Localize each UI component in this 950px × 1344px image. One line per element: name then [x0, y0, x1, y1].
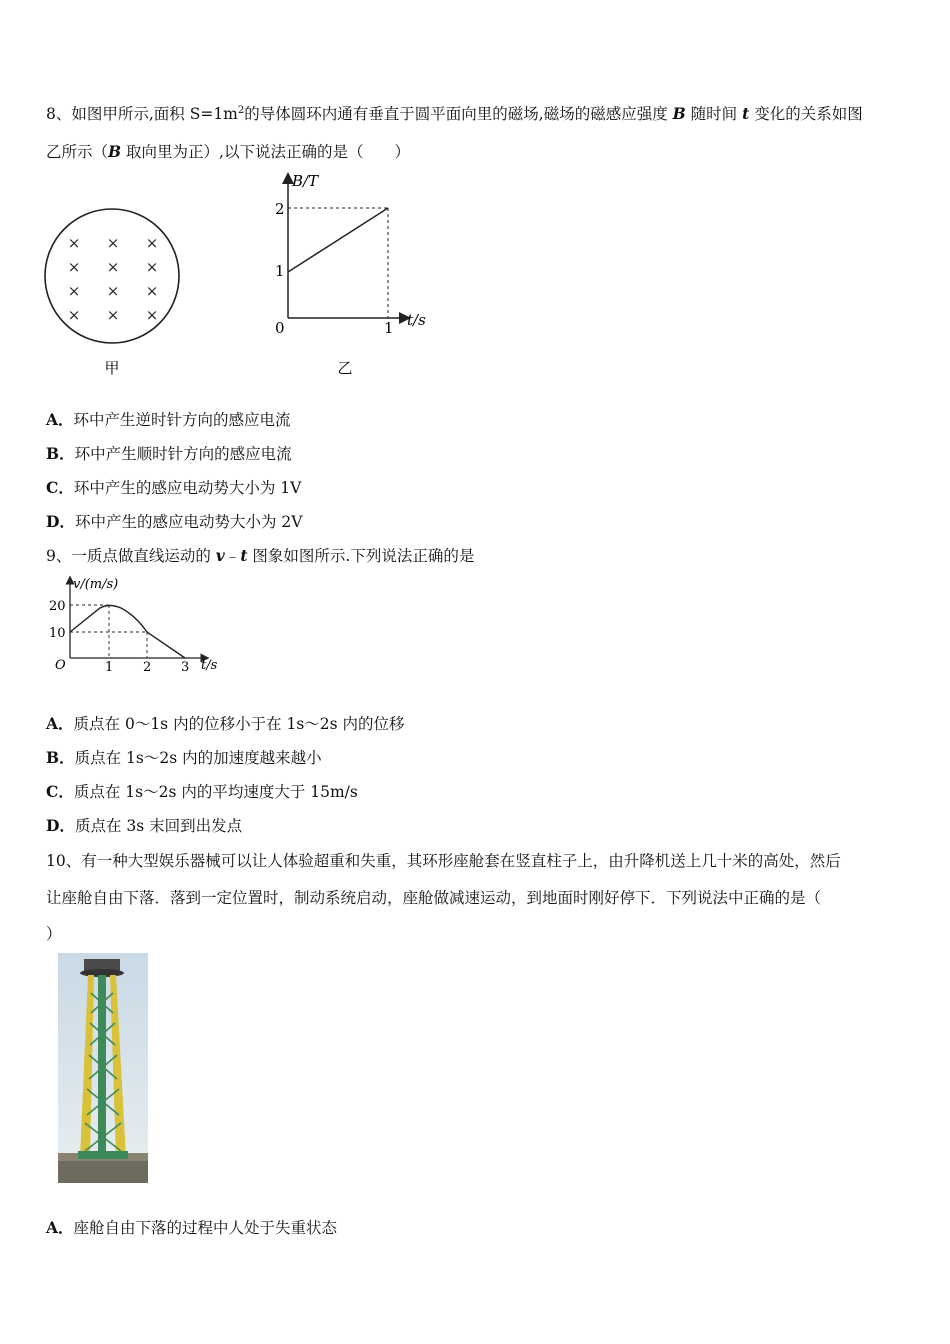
v-t-curve	[70, 606, 185, 659]
option-text: 质点在 3s 末回到出发点	[74, 817, 243, 835]
q8-stem-part: 随时间	[685, 105, 743, 123]
cross-mark: ×	[145, 258, 159, 276]
tower-photo	[58, 953, 148, 1183]
option-text: 环中产生的感应电动势大小为 1V	[73, 479, 302, 497]
option-text: 环中产生顺时针方向的感应电流	[74, 445, 292, 463]
q8-figure-b	[265, 168, 440, 382]
option-text: 环中产生逆时针方向的感应电流	[73, 411, 291, 429]
cross-mark: ×	[145, 234, 159, 252]
x-axis-label: t/s	[407, 311, 426, 329]
q8-stem-part: 乙所示（	[46, 143, 109, 161]
figure-b-caption: 乙	[337, 359, 353, 377]
cross-mark: ×	[106, 282, 120, 300]
q9-stem-part: 9、一质点做直线运动的	[46, 547, 216, 565]
cross-mark: ×	[145, 306, 159, 324]
ground	[58, 1158, 148, 1183]
option-text: 座舱自由下落的过程中人处于失重状态	[73, 1219, 338, 1237]
x-axis-label: t/s	[201, 658, 218, 673]
b-t-line	[288, 208, 388, 272]
q8-stem-part: 取向里为正）,以下说法正确的是（ ）	[121, 143, 410, 161]
q10-stem-line1: 10、有一种大型娱乐器械可以让人体验超重和失重，其环形座舱套在竖直柱子上，由升降机送上几十米的高处，然后	[46, 852, 841, 870]
q9-option-d[interactable]	[46, 814, 242, 836]
option-key: C．	[46, 782, 74, 801]
q9-var-t: t	[240, 546, 248, 565]
q9-stem-part: 图象如图所示.下列说法正确的是	[247, 547, 475, 565]
q10-stem-line2: 让座舱自由下落．落到一定位置时，制动系统启动，座舱做减速运动，到地面时刚好停下．下列说法中正确的是（	[46, 889, 822, 907]
cross-mark: ×	[67, 282, 81, 300]
q9-var-v: v	[215, 546, 225, 565]
y-tick-20: 20	[49, 599, 66, 614]
q8-stem-part: 的导体圆环内通有垂直于圆平面向里的磁场,磁场的磁感应强度	[244, 105, 673, 123]
cross-mark: ×	[67, 234, 81, 252]
q8-exponent: 2	[237, 104, 245, 116]
q8-stem-part: 变化的关系如图	[749, 105, 863, 123]
q9-option-a[interactable]	[46, 712, 405, 734]
q8-option-a[interactable]	[46, 408, 291, 430]
origin-label: O	[55, 658, 66, 673]
option-key: A．	[46, 714, 74, 733]
option-key: A．	[46, 410, 74, 429]
option-key: D．	[46, 512, 75, 531]
q10-option-a[interactable]	[46, 1216, 337, 1238]
y-tick-1: 1	[275, 262, 285, 280]
figure-a-caption: 甲	[104, 359, 120, 377]
y-tick-2: 2	[275, 200, 285, 218]
cross-mark: ×	[106, 234, 120, 252]
cross-mark: ×	[145, 282, 159, 300]
x-tick-2: 2	[143, 660, 152, 675]
option-text: 质点在 1s～2s 内的加速度越来越小	[74, 749, 322, 767]
option-text: 环中产生的感应电动势大小为 2V	[74, 513, 303, 531]
field-crosses	[68, 234, 159, 324]
q8-option-c[interactable]	[46, 476, 301, 498]
x-tick-1: 1	[105, 660, 114, 675]
q9-stem	[46, 544, 474, 566]
q9-figure-vt	[45, 574, 230, 680]
cross-mark: ×	[106, 258, 120, 276]
option-key: A．	[46, 1218, 74, 1237]
q8-var-t: t	[742, 104, 750, 123]
q9-option-c[interactable]	[46, 780, 358, 802]
x-tick-3: 3	[181, 660, 190, 675]
q8-figure-a	[40, 200, 190, 382]
x-tick-1: 1	[384, 319, 394, 337]
cross-mark: ×	[67, 306, 81, 324]
cross-mark: ×	[67, 258, 81, 276]
option-text: 质点在 0～1s 内的位移小于在 1s～2s 内的位移	[73, 715, 405, 733]
y-axis-label: B/T	[292, 172, 319, 190]
option-key: B．	[46, 444, 75, 463]
option-key: B．	[46, 748, 75, 767]
y-tick-10: 10	[49, 626, 66, 641]
q9-option-b[interactable]	[46, 746, 322, 768]
q8-option-b[interactable]	[46, 442, 292, 464]
y-axis-label: v/(m/s)	[73, 577, 119, 592]
q8-stem-line2	[46, 140, 410, 162]
option-key: D．	[46, 816, 75, 835]
q8-var-b: B	[108, 142, 122, 161]
option-key: C．	[46, 478, 74, 497]
origin-label: 0	[275, 319, 285, 337]
cross-mark: ×	[106, 306, 120, 324]
tower-base	[78, 1151, 128, 1159]
q8-stem-part: 8、如图甲所示,面积 S=1m	[46, 105, 238, 123]
q10-stem-line3: ）	[46, 925, 62, 943]
q8-var-b: B	[672, 104, 686, 123]
q8-stem-line1	[46, 102, 863, 124]
q9-stem-part: ﹣	[224, 547, 241, 565]
q8-option-d[interactable]	[46, 510, 302, 532]
option-text: 质点在 1s～2s 内的平均速度大于 15m/s	[73, 783, 358, 801]
